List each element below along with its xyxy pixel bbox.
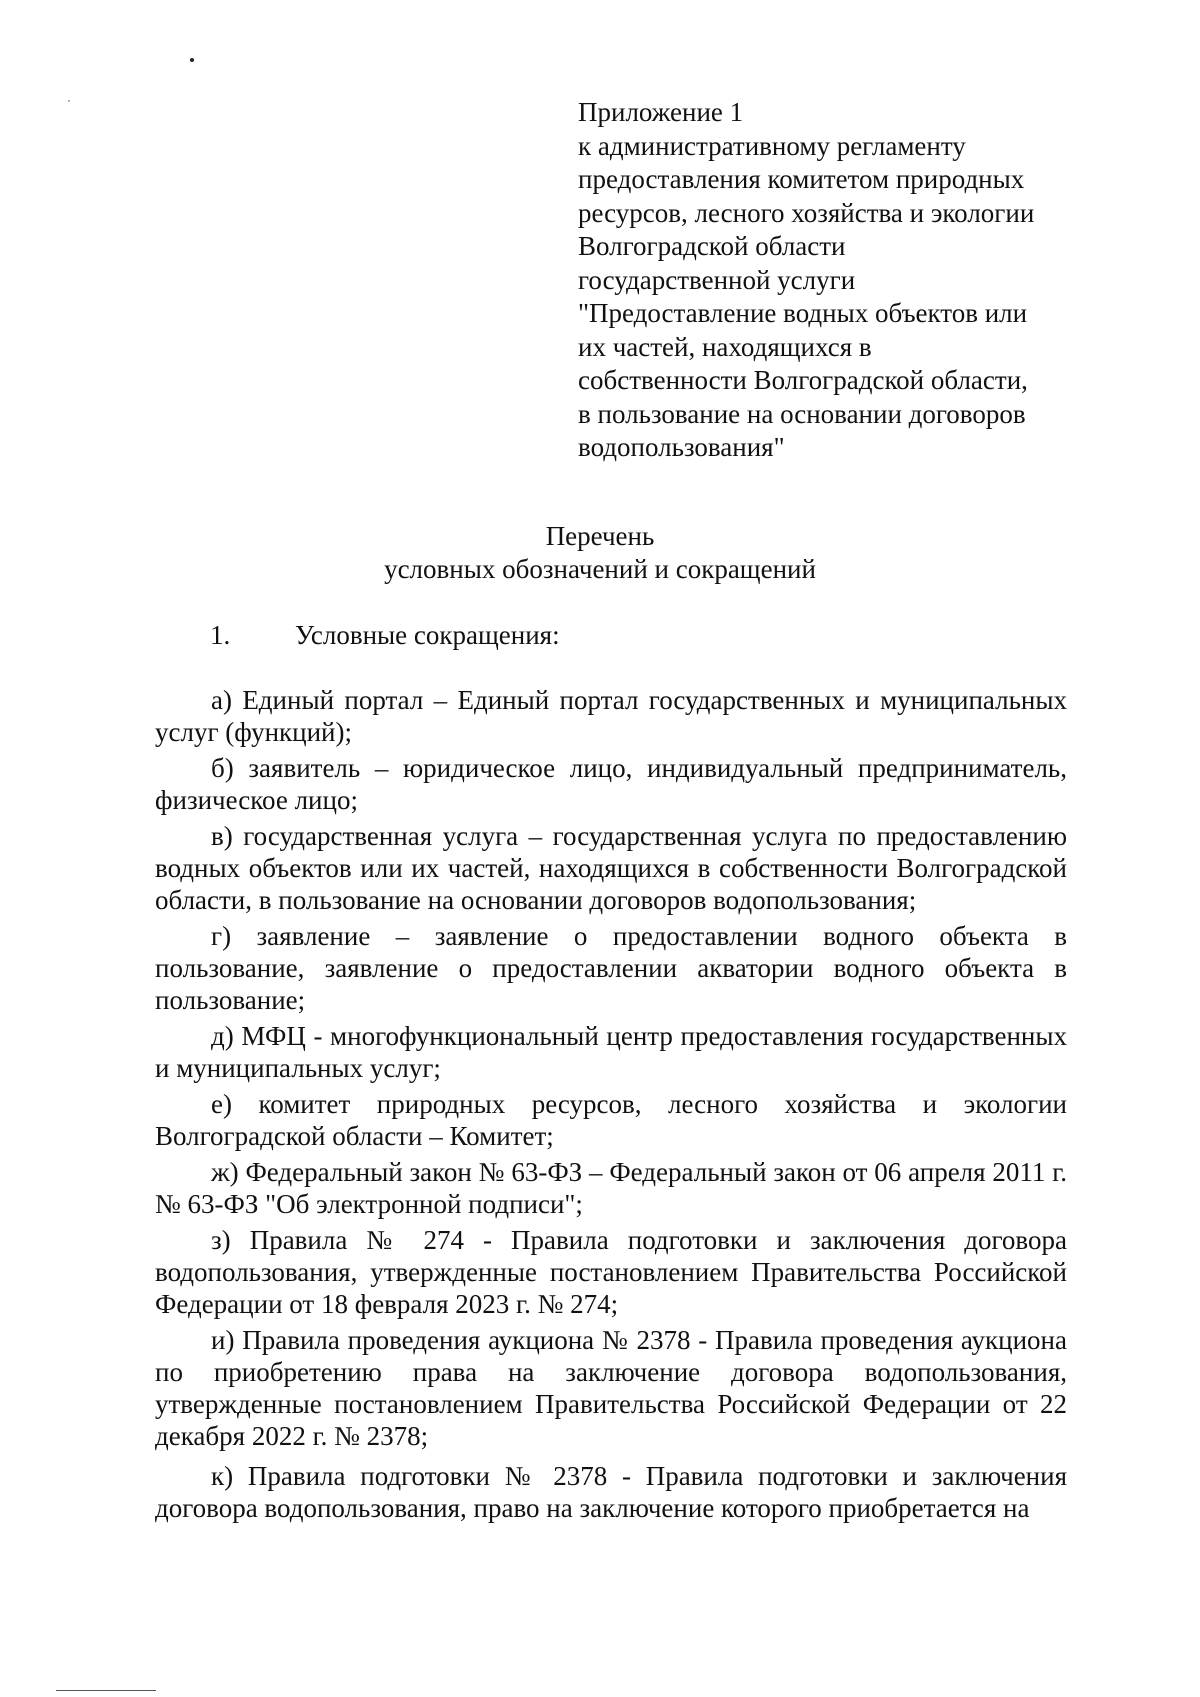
annex-line: ресурсов, лесного хозяйства и экологии [578, 197, 1035, 228]
annex-line: к административному регламенту [578, 130, 966, 161]
list-item: и) Правила проведения аукциона № 2378 - Правила проведения аукциона по приобретению права на заключение договора водопользования, утвержденные постановлением Правительства Российской Федерации от 22 декабря 2022 г. № 2378; [155, 1325, 1067, 1451]
annex-line: Волгоградской области [578, 231, 846, 261]
annex-line: их частей, находящихся в [578, 331, 872, 362]
annex-line: предоставления комитетом природных [578, 164, 1025, 194]
annex-line: водопользования" [578, 432, 785, 462]
scan-speck [68, 100, 70, 102]
list-item: д) МФЦ - многофункциональный центр предоставления государственных и муниципальных услуг; [155, 1021, 1067, 1083]
document-title [0, 520, 1200, 586]
list-item: к) Правила подготовки № 2378 - Правила подготовки и заключения договора водопользования, право на заключение которого приобретается на [155, 1461, 1067, 1523]
list-item: г) заявление – заявление о предоставлении водного объекта в пользование, заявление о предоставлении акватории водного объекта в пользование; [155, 921, 1067, 1015]
annex-line: Приложение 1 [578, 97, 744, 127]
title-line-2: условных обозначений и сокращений [384, 554, 816, 584]
annex-header [578, 96, 1098, 465]
list-item: з) Правила № 274 - Правила подготовки и заключения договора водопользования, утвержденные постановлением Правительства Российской Федерации от 18 февраля 2023 г. № 274; [155, 1225, 1067, 1319]
list-item: ж) Федеральный закон № 63-ФЗ – Федеральный закон от 06 апреля 2011 г. № 63-ФЗ "Об электронной подписи"; [155, 1157, 1067, 1219]
section-number: 1. [210, 620, 231, 650]
section-heading [210, 619, 560, 652]
list-item: е) комитет природных ресурсов, лесного хозяйства и экологии Волгоградской области – Комитет; [155, 1089, 1067, 1151]
footer-rule [56, 1690, 156, 1691]
list-item: в) государственная услуга – государственная услуга по предоставлению водных объектов или их частей, находящихся в собственности Волгоградской области, в пользование на основании договоров водопользования; [155, 821, 1067, 915]
abbreviations-list [155, 684, 1067, 1524]
title-line-1: Перечень [545, 521, 655, 551]
annex-line: "Предоставление водных объектов или [578, 298, 1028, 328]
scan-speck [190, 58, 194, 62]
list-item: б) заявитель – юридическое лицо, индивидуальный предприниматель, физическое лицо; [155, 753, 1067, 815]
annex-line: в пользование на основании договоров [578, 398, 1026, 429]
annex-line: государственной услуги [578, 264, 856, 295]
list-item: а) Единый портал – Единый портал государственных и муниципальных услуг (функций); [155, 685, 1067, 747]
annex-line: собственности Волгоградской области, [578, 365, 1028, 395]
section-heading-text: Условные сокращения: [295, 620, 560, 650]
